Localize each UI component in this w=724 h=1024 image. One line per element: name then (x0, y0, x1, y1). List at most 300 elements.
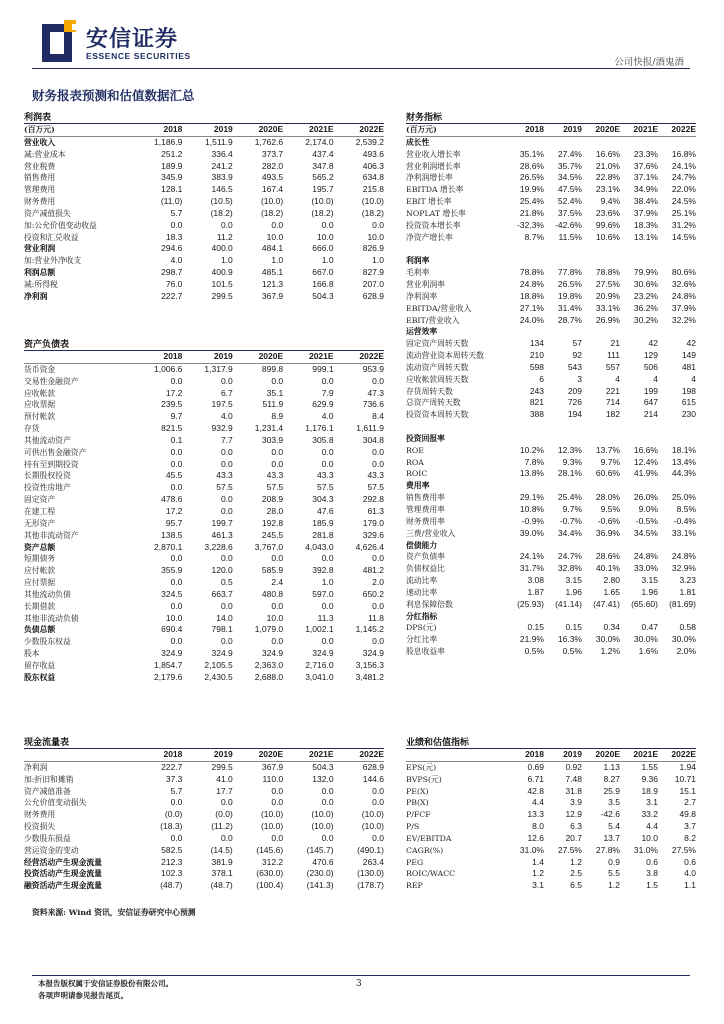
value-cell: 110.0 (262, 773, 284, 784)
value-cell: 304.3 (312, 494, 334, 505)
value-cell: 47.3 (367, 387, 384, 398)
value-cell (658, 433, 696, 445)
table-row (406, 551, 696, 563)
table-row (406, 634, 696, 646)
value-cell: 8.27 (603, 773, 620, 784)
page-number: 3 (356, 979, 362, 989)
value-cell: 17.2 (165, 387, 183, 398)
value-cell: 34.5% (633, 527, 658, 538)
value-cell: 1.87 (527, 586, 544, 597)
value-cell: 1.0 (372, 255, 384, 266)
value-cell: (47.41) (593, 598, 620, 609)
row-label: 投资回报率 (406, 433, 445, 443)
value-cell: 0.0 (271, 785, 284, 796)
row-label: 负债总额 (24, 625, 56, 635)
value-cell: 185.9 (312, 517, 334, 528)
table-row (24, 388, 384, 400)
value-cell: 0.0 (170, 482, 183, 493)
value-cell: (18.2) (311, 207, 334, 218)
row-label: 货币资金 (24, 364, 56, 374)
value-cell: (230.0) (306, 868, 334, 879)
page-title: 财务报表预测和估值数据汇总 (32, 88, 195, 103)
value-cell: 1.6% (638, 646, 658, 657)
table-row (24, 518, 384, 530)
row-label: PE(X) (406, 786, 429, 796)
table-row (24, 880, 384, 892)
table-row (406, 587, 696, 599)
value-cell: 2,430.5 (204, 671, 233, 682)
row-label: 在建工程 (24, 506, 56, 516)
row-label: 固定资产 (24, 495, 56, 505)
header-label-cell (24, 351, 132, 363)
row-label: ROIC (406, 469, 428, 479)
value-cell: 37.6% (633, 160, 658, 171)
value-cell: 0.6 (684, 856, 696, 867)
value-cell: 134 (529, 338, 544, 349)
value-cell: 1.96 (565, 586, 582, 597)
table-row (24, 542, 384, 554)
row-label: 应付票据 (24, 578, 56, 588)
header-year-cell: 2019 (182, 749, 232, 761)
value-cell (506, 136, 544, 148)
value-cell: 557 (605, 361, 620, 372)
table-row (24, 589, 384, 601)
footer-line-1: 本报告版权属于安信证券股份有限公司。 (38, 979, 173, 988)
value-cell: 304.8 (362, 434, 384, 445)
value-cell: 179.0 (362, 517, 384, 528)
value-cell (658, 611, 696, 623)
value-cell: 31.0% (633, 844, 658, 855)
row-label: 流动比率 (406, 576, 438, 586)
value-cell: 615 (681, 397, 696, 408)
value-cell: 35.1 (266, 387, 284, 398)
value-cell: (130.0) (357, 868, 384, 879)
value-cell: 47.5% (557, 184, 582, 195)
value-cell: 9.0% (638, 504, 658, 514)
value-cell: 0.0 (271, 832, 284, 843)
value-cell: 1.0 (321, 255, 334, 266)
value-cell: 1.13 (603, 761, 620, 772)
header-label-cell: (百万元) (406, 124, 506, 136)
value-cell: 582.5 (161, 844, 183, 855)
value-cell: 999.1 (312, 363, 334, 374)
value-cell: 129 (643, 350, 658, 361)
table-row (406, 433, 696, 445)
value-cell: 263.4 (362, 856, 384, 867)
value-cell: (100.4) (256, 880, 284, 891)
table-row (24, 376, 384, 388)
value-cell: 663.7 (211, 588, 233, 599)
value-cell: 26.9% (595, 314, 620, 325)
value-cell: 821 (529, 397, 544, 408)
value-cell: 26.5% (519, 172, 544, 183)
value-cell: 324.9 (161, 648, 183, 659)
row-label: 留存收益 (24, 660, 56, 670)
value-cell: -32.3% (517, 219, 544, 230)
value-cell: 24.5% (671, 196, 696, 207)
value-cell: 25.4% (519, 196, 544, 207)
table-row (406, 291, 696, 303)
value-cell: 0.0 (220, 375, 233, 386)
row-label: 营业收入增长率 (406, 149, 461, 159)
header-year-cell: 2020E (233, 749, 283, 761)
table-row (406, 232, 696, 244)
value-cell: 43.3 (367, 470, 384, 481)
value-cell: 31.7% (519, 563, 544, 574)
value-cell: 18.1% (671, 444, 696, 455)
value-cell (658, 243, 696, 255)
value-cell: 1,854.7 (154, 659, 183, 670)
row-label: 存货周转天数 (406, 386, 453, 396)
table-row (406, 611, 696, 623)
value-cell: 1,145.2 (355, 624, 384, 635)
table-row (24, 601, 384, 613)
value-cell: 305.8 (312, 434, 334, 445)
row-label: 营业收入 (24, 137, 56, 147)
value-cell: 2.0 (372, 577, 384, 588)
table-row (406, 397, 696, 409)
row-label: EBIT/营业收入 (406, 315, 460, 325)
value-cell: 37.9% (633, 207, 658, 218)
value-cell: 212.3 (161, 856, 183, 867)
value-cell: 3,041.0 (305, 671, 334, 682)
row-label: 净资产增长率 (406, 232, 453, 242)
value-cell: 0.0 (170, 219, 183, 230)
value-cell: 6.71 (527, 773, 544, 784)
value-cell: 1.5 (646, 880, 658, 891)
value-cell: 0.1 (170, 434, 183, 445)
row-label: 投资损失 (24, 822, 56, 832)
value-cell (620, 611, 658, 623)
financial-indicators-section (406, 112, 696, 658)
value-cell: 102.3 (161, 868, 183, 879)
value-cell: 1.55 (641, 761, 658, 772)
row-label: DPS(元) (406, 623, 437, 633)
value-cell: 0.0 (321, 785, 334, 796)
value-cell: 40.1% (595, 563, 620, 574)
table-row (24, 761, 384, 773)
value-cell: 10.0 (641, 832, 658, 843)
value-cell: 19.8% (557, 290, 582, 301)
value-cell: 634.8 (362, 172, 384, 183)
value-cell: 21.0% (595, 160, 620, 171)
value-cell: 24.8% (671, 551, 696, 562)
value-cell: 0.0 (170, 636, 183, 647)
value-cell (620, 326, 658, 338)
value-cell: 12.9 (565, 809, 582, 820)
value-cell: 7.7 (220, 434, 233, 445)
value-cell (582, 326, 620, 338)
table-row (24, 868, 384, 880)
row-label: 营运资金的变动 (24, 845, 79, 855)
row-label: 三费/营业收入 (406, 528, 456, 538)
value-cell: (11.0) (160, 196, 183, 207)
header-year-cell: 2021E (620, 749, 658, 761)
value-cell: 690.4 (161, 624, 183, 635)
header-year-cell: 2022E (334, 749, 384, 761)
value-cell: 35.1% (519, 148, 544, 159)
table-row (24, 845, 384, 857)
value-cell: 0.5 (220, 577, 233, 588)
value-cell: 3 (577, 373, 582, 384)
row-label: 净利润 (24, 291, 48, 301)
row-label: 净利润增长率 (406, 173, 453, 183)
value-cell: 251.2 (161, 148, 183, 159)
value-cell: 281.8 (312, 529, 334, 540)
value-cell: 4,043.0 (305, 541, 334, 552)
table-row (406, 868, 696, 880)
value-cell: 31.8 (565, 785, 582, 796)
value-cell: 4 (691, 373, 696, 384)
row-label: 财务费用率 (406, 516, 445, 526)
footer-divider (32, 975, 690, 976)
row-label: 应收帐款周转天数 (406, 374, 469, 384)
value-cell (544, 243, 582, 255)
value-cell: 26.5% (557, 278, 582, 289)
value-cell: 0.0 (372, 600, 384, 611)
value-cell: -0.9% (521, 515, 544, 526)
valuation-table (406, 749, 696, 892)
table-row (406, 622, 696, 634)
value-cell: 12.6 (527, 832, 544, 843)
value-cell: 25.1% (671, 207, 696, 218)
row-label: ROE (406, 445, 424, 455)
header-year-cell: 2022E (658, 749, 696, 761)
value-cell: 324.9 (362, 648, 384, 659)
value-cell: 8.0 (532, 821, 544, 832)
value-cell: 245.5 (261, 529, 284, 540)
value-cell: 1.0 (220, 255, 233, 266)
value-cell: 24.8% (519, 278, 544, 289)
value-cell: 0.0 (220, 494, 233, 505)
table-row (24, 435, 384, 447)
cashflow-table (24, 749, 384, 892)
value-cell: 6.7 (220, 387, 233, 398)
value-cell: 30.0% (671, 634, 696, 645)
value-cell: 2.5 (570, 868, 582, 879)
value-cell: 0.0 (271, 458, 284, 469)
table-row (24, 809, 384, 821)
value-cell: 43.3 (216, 470, 233, 481)
value-cell: 299.5 (211, 761, 233, 772)
row-label: 固定资产周转天数 (406, 339, 469, 349)
value-cell: 57.5 (317, 482, 334, 493)
table-row (406, 797, 696, 809)
value-cell (506, 611, 544, 623)
value-cell: 324.9 (211, 648, 233, 659)
value-cell: 650.2 (362, 588, 384, 599)
value-cell: 99.6% (595, 219, 620, 230)
value-cell: 8.5% (676, 504, 696, 514)
row-label: 无形资产 (24, 518, 56, 528)
value-cell (544, 326, 582, 338)
value-cell: 95.7 (165, 517, 183, 528)
value-cell: 667.0 (312, 267, 334, 278)
value-cell: 149 (681, 350, 696, 361)
value-cell: 208.9 (261, 494, 284, 505)
row-label: 资产总额 (24, 542, 56, 552)
value-cell: 329.6 (362, 529, 384, 540)
value-cell: 37.5% (557, 207, 582, 218)
value-cell: 11.2 (216, 231, 233, 242)
value-cell: (18.2) (260, 207, 284, 218)
row-label: P/S (406, 822, 420, 832)
value-cell: 52.4% (557, 196, 582, 207)
table-row (406, 857, 696, 869)
value-cell: 42 (648, 338, 658, 349)
value-cell: 383.9 (211, 172, 233, 183)
value-cell: 4 (653, 373, 658, 384)
value-cell: 493.5 (261, 172, 284, 183)
value-cell: 2,716.0 (305, 659, 334, 670)
value-cell (544, 611, 582, 623)
row-label: 减:营业成本 (24, 149, 66, 159)
value-cell: 0.0 (271, 797, 284, 808)
value-cell: 1.94 (679, 761, 696, 772)
value-cell: 57.5 (216, 482, 233, 493)
value-cell: 0.0 (220, 505, 233, 516)
header-label-cell: (百万元) (24, 124, 132, 136)
row-label: 流动资产周转天数 (406, 362, 469, 372)
value-cell (620, 433, 658, 445)
table-row (406, 516, 696, 528)
table-row (24, 411, 384, 423)
value-cell: 36.9% (595, 527, 620, 538)
row-label: 资产负债率 (406, 552, 445, 562)
table-row (406, 457, 696, 469)
value-cell: 481 (681, 361, 696, 372)
value-cell: 5.7 (170, 207, 183, 218)
value-cell: 23.6% (595, 207, 620, 218)
value-cell: 0.5% (524, 646, 544, 657)
value-cell: 0.0 (321, 553, 334, 564)
value-cell: (141.3) (306, 880, 334, 891)
value-cell: 2,363.0 (254, 659, 284, 670)
value-cell: 4.0 (684, 868, 696, 879)
value-cell: 22.8% (595, 172, 620, 183)
value-cell: 25.9 (603, 785, 620, 796)
value-cell: 3.1 (646, 797, 658, 808)
value-cell: 27.5% (557, 844, 582, 855)
table-row (24, 220, 384, 232)
row-label: 分红指标 (406, 611, 438, 621)
header-year-cell: 2021E (283, 351, 333, 363)
value-cell: 15.1 (679, 785, 696, 796)
value-cell: -0.4% (673, 515, 696, 526)
table-row (406, 409, 696, 421)
value-cell: 367.9 (261, 761, 284, 772)
table-row (406, 575, 696, 587)
table-header-row (24, 749, 384, 761)
value-cell: (10.0) (361, 196, 384, 207)
table-row (406, 504, 696, 516)
value-cell: 324.9 (261, 648, 284, 659)
value-cell: 504.3 (312, 761, 334, 772)
table-row (406, 540, 696, 552)
row-label: 存货 (24, 424, 40, 434)
value-cell: 1.2 (570, 856, 582, 867)
value-cell: 29.1% (519, 492, 544, 503)
value-cell: 1,511.9 (205, 136, 233, 147)
value-cell: 324.9 (312, 648, 334, 659)
value-cell: 199.7 (211, 517, 233, 528)
value-cell: 198 (681, 385, 696, 396)
value-cell: 597.0 (312, 588, 334, 599)
table-row (24, 553, 384, 565)
value-cell: 24.1% (519, 551, 544, 562)
value-cell: 506 (643, 361, 658, 372)
value-cell: 27.5% (671, 844, 696, 855)
value-cell: 101.5 (211, 278, 233, 289)
value-cell: (0.0) (164, 809, 183, 820)
value-cell: 24.8% (671, 290, 696, 301)
value-cell: 0.0 (321, 375, 334, 386)
value-cell: (11.2) (211, 821, 233, 832)
value-cell: 221 (605, 385, 620, 396)
row-label: 营业税费 (24, 161, 56, 171)
table-row (24, 459, 384, 471)
row-label: EV/EBITDA (406, 833, 452, 843)
value-cell: 28.0 (266, 505, 284, 516)
value-cell: 0.69 (527, 761, 544, 772)
table-row (24, 161, 384, 173)
value-cell: 10.0 (266, 231, 284, 242)
value-cell: 0.0 (271, 446, 284, 457)
row-label: 应收帐款 (24, 388, 56, 398)
value-cell: 3,481.2 (355, 671, 384, 682)
row-label: 投资资本增长率 (406, 220, 461, 230)
value-cell (582, 255, 620, 267)
value-cell: 0.15 (565, 622, 582, 633)
value-cell (582, 611, 620, 623)
value-cell: 1.2 (608, 880, 620, 891)
value-cell: 57.5 (266, 482, 284, 493)
value-cell: 20.7 (565, 832, 582, 843)
value-cell (658, 540, 696, 552)
value-cell: 239.5 (161, 399, 183, 410)
value-cell (658, 326, 696, 338)
value-cell: 392.8 (312, 565, 334, 576)
value-cell (620, 136, 658, 148)
value-cell: 355.9 (161, 565, 183, 576)
value-cell: 32.6% (671, 278, 696, 289)
value-cell: 33.2 (641, 809, 658, 820)
row-label: 投资性房地产 (24, 483, 71, 493)
row-label: 利润率 (406, 256, 430, 266)
table-row (406, 880, 696, 892)
value-cell: 194 (567, 409, 582, 420)
value-cell: 0.0 (220, 446, 233, 457)
table-row (406, 350, 696, 362)
row-label: 总资产周转天数 (406, 398, 461, 408)
value-cell: 17.2 (165, 505, 183, 516)
value-cell: 20.9% (595, 290, 620, 301)
value-cell: 42 (686, 338, 696, 349)
value-cell: 30.2% (633, 314, 658, 325)
header-year-cell: 2020E (582, 124, 620, 136)
row-label: 交易性金融资产 (24, 376, 79, 386)
value-cell: 0.0 (372, 797, 384, 808)
value-cell: 195.7 (312, 184, 334, 195)
value-cell: 0.0 (170, 832, 183, 843)
value-cell: 0.9 (608, 856, 620, 867)
value-cell: (10.0) (361, 821, 384, 832)
value-cell: 714 (605, 397, 620, 408)
table-row (406, 528, 696, 540)
table-row (406, 208, 696, 220)
value-cell: 0.92 (565, 761, 582, 772)
value-cell: 215.8 (362, 184, 384, 195)
